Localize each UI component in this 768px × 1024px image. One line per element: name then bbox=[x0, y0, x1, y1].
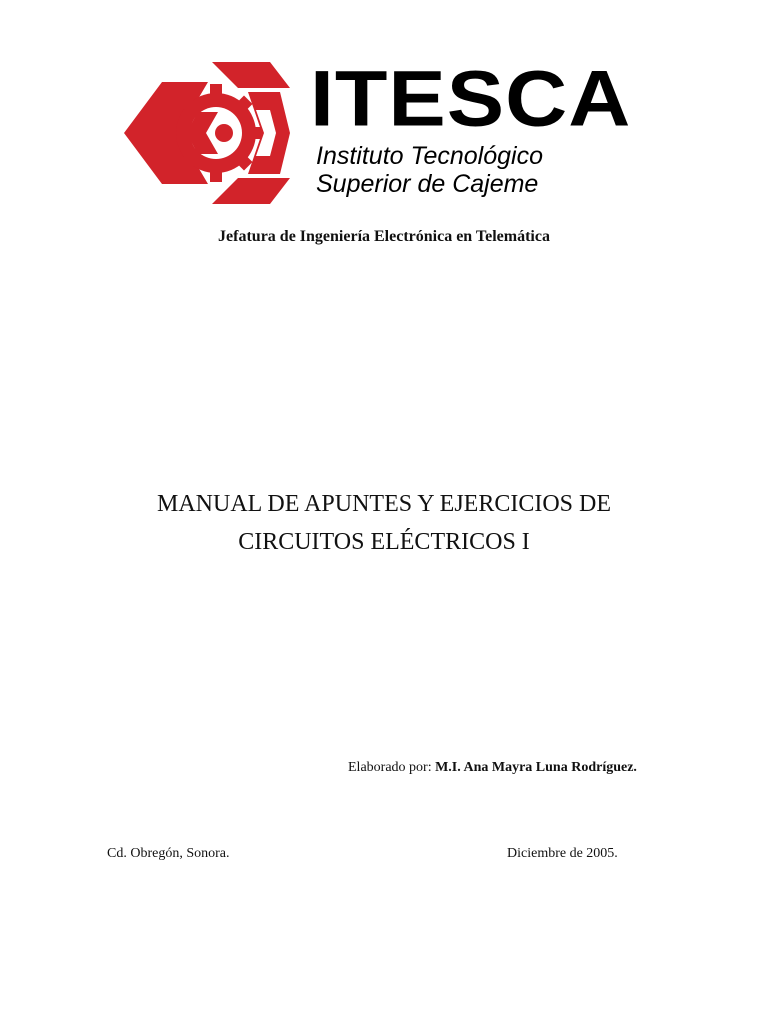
document-title-line2: CIRCUITOS ELÉCTRICOS I bbox=[238, 529, 530, 555]
department-heading: Jefatura de Ingeniería Electrónica en Telemática bbox=[218, 228, 550, 245]
author-name: M.I. Ana Mayra Luna Rodríguez. bbox=[435, 760, 637, 775]
institute-name-line1: Instituto Tecnológico bbox=[316, 142, 544, 170]
author-prefix: Elaborado por: bbox=[348, 760, 436, 775]
author-credit bbox=[348, 760, 637, 776]
document-title-line1: MANUAL DE APUNTES Y EJERCICIOS DE bbox=[156, 491, 611, 517]
logo-wordmark: ITESCA bbox=[310, 54, 632, 143]
place-of-publication: Cd. Obregón, Sonora. bbox=[107, 846, 230, 861]
institute-name-line2: Superior de Cajeme bbox=[316, 170, 539, 198]
institution-logo bbox=[120, 54, 632, 204]
publication-date: Diciembre de 2005. bbox=[507, 846, 618, 861]
itesca-emblem-icon bbox=[120, 62, 290, 204]
